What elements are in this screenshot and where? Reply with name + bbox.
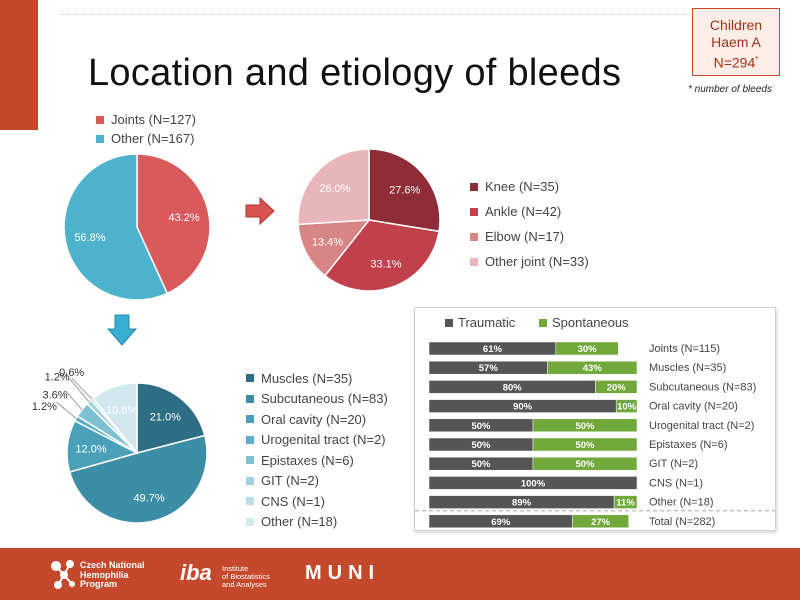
hemophilia-logo-icon <box>50 558 78 590</box>
page-title: Location and etiology of bleeds <box>88 52 622 94</box>
bar-data-label: 50% <box>471 459 491 471</box>
bar-chart-svg <box>415 308 775 530</box>
bar-data-label: 43% <box>582 363 602 375</box>
bar-data-label: 57% <box>478 363 498 375</box>
iba-logo-text <box>222 565 270 589</box>
legend-swatch <box>246 395 254 403</box>
legend-swatch <box>246 456 254 464</box>
pie-chart-joints <box>293 144 445 296</box>
bar-data-label: 80% <box>502 382 522 394</box>
legend-item <box>246 450 388 471</box>
legend-label: Spontaneous <box>552 315 629 330</box>
bar-category-label: GIT (N=2) <box>649 458 699 471</box>
legend-item <box>470 199 589 224</box>
legend-joints <box>470 174 589 274</box>
footer <box>0 548 800 600</box>
legend-label: Other (N=18) <box>261 514 338 530</box>
legend-swatch <box>470 183 478 191</box>
legend-label: Muscles (N=35) <box>261 370 353 386</box>
legend-label: CNS (N=1) <box>261 493 325 509</box>
legend-swatch <box>246 477 254 485</box>
pie-chart-location <box>60 150 215 305</box>
legend-item <box>246 471 388 492</box>
legend-item <box>246 409 388 430</box>
legend-swatch <box>96 116 104 124</box>
cnh-line: Hemophilia <box>80 569 129 580</box>
legend-item <box>96 110 196 129</box>
pie-data-label: 1.2% <box>31 401 57 414</box>
divider <box>60 14 690 15</box>
pie-data-label: 26.0% <box>319 182 351 195</box>
legend-label: GIT (N=2) <box>261 473 319 489</box>
leader-line <box>65 390 82 409</box>
legend-label: Ankle (N=42) <box>485 203 562 219</box>
badge-line3: N=294* <box>713 54 759 71</box>
legend-swatch <box>246 374 254 382</box>
legend-item <box>470 174 589 199</box>
bar-data-label: 50% <box>575 459 595 471</box>
pie-data-label: 12.0% <box>75 443 107 456</box>
legend-swatch <box>246 415 254 423</box>
leader-line <box>72 378 92 399</box>
legend-item <box>470 249 589 274</box>
badge-line2: Haem A <box>711 34 761 50</box>
bar-category-label: Muscles (N=35) <box>649 362 727 375</box>
pie-data-label: 43.2% <box>168 211 200 224</box>
bar-category-label: CNS (N=1) <box>649 477 704 490</box>
legend-item <box>246 389 388 410</box>
legend-item <box>246 512 388 533</box>
iba-line: and Analyses <box>222 580 267 589</box>
legend-swatch <box>246 518 254 526</box>
iba-logo: iba <box>180 560 212 585</box>
bar-data-label: 10% <box>617 401 637 413</box>
legend-item <box>246 430 388 451</box>
bar-category-label: Oral cavity (N=20) <box>649 400 738 413</box>
badge-line1: Children <box>709 17 763 33</box>
bar-data-label: 100% <box>520 478 546 490</box>
pie-data-label: 1.2% <box>44 371 70 384</box>
legend-label: Traumatic <box>458 315 516 330</box>
bar-category-label: Joints (N=115) <box>649 343 721 355</box>
bar-data-label: 50% <box>575 440 595 451</box>
iba-line: Institute <box>222 564 249 573</box>
bar-data-label: 69% <box>491 516 511 528</box>
legend-label: Other joint (N=33) <box>485 253 589 269</box>
legend-label: Urogenital tract (N=2) <box>261 432 386 448</box>
pie-data-label: 13.4% <box>311 236 344 249</box>
bar-category-label: Urogenital tract (N=2) <box>649 419 755 432</box>
legend-swatch <box>246 436 254 444</box>
pie-data-label: 33.1% <box>370 258 402 271</box>
legend-item <box>470 224 589 249</box>
legend-label: Knee (N=35) <box>485 178 560 194</box>
pie-data-label: 56.8% <box>74 232 106 245</box>
legend-item <box>96 129 196 148</box>
bar-category-label: Other (N=18) <box>649 496 714 509</box>
pie-data-label: 27.6% <box>389 184 421 197</box>
bar-data-label: 50% <box>471 440 491 451</box>
legend-swatch <box>96 135 104 143</box>
pie-data-label: 3.6% <box>42 389 68 402</box>
legend-location <box>96 110 196 148</box>
legend-label: Elbow (N=17) <box>485 228 565 244</box>
legend-swatch <box>539 319 547 327</box>
arrow-right-icon <box>244 196 276 226</box>
legend-swatch <box>246 497 254 505</box>
legend-swatch <box>445 319 453 327</box>
iba-line: of Biostatistics <box>222 572 270 581</box>
pie-chart-other <box>14 362 224 532</box>
leader-line <box>56 402 76 418</box>
pie-data-label: 10.8% <box>106 404 138 417</box>
footnote: * number of bleeds <box>688 84 772 95</box>
legend-label: Joints (N=127) <box>111 112 196 127</box>
cnh-line: Program <box>80 579 118 589</box>
bar-category-label: Subcutaneous (N=83) <box>649 381 757 394</box>
legend-label: Oral cavity (N=20) <box>261 411 367 427</box>
bar-data-label: 30% <box>577 344 597 355</box>
legend-swatch <box>470 208 478 216</box>
legend-label: Other (N=167) <box>111 131 195 146</box>
bar-category-label: Total (N=282) <box>649 515 716 528</box>
cohort-badge <box>692 8 780 76</box>
bar-data-label: 89% <box>512 497 532 509</box>
bar-data-label: 50% <box>575 420 595 432</box>
legend-label: Epistaxes (N=6) <box>261 452 354 468</box>
legend-swatch <box>470 233 478 241</box>
legend-swatch <box>470 258 478 266</box>
legend-other <box>246 368 388 532</box>
etiology-bar-chart <box>414 307 776 531</box>
bar-data-label: 27% <box>591 516 611 528</box>
corner-accent <box>0 0 38 130</box>
bar-data-label: 61% <box>482 344 502 355</box>
cnh-logo-text <box>80 561 145 590</box>
legend-item <box>246 368 388 389</box>
pie-data-label: 21.0% <box>149 411 181 424</box>
bar-data-label: 90% <box>513 401 533 413</box>
bar-data-label: 50% <box>471 420 491 432</box>
arrow-down-icon <box>106 313 138 347</box>
cnh-line: Czech National <box>80 560 145 570</box>
bar-data-label: 20% <box>606 382 626 394</box>
bar-category-label: Epistaxes (N=6) <box>649 439 728 451</box>
legend-item <box>246 491 388 512</box>
bar-data-label: 11% <box>616 497 635 509</box>
pie-data-label: 0.6% <box>59 367 85 380</box>
legend-label: Subcutaneous (N=83) <box>261 391 388 407</box>
pie-data-label: 49.7% <box>133 492 165 505</box>
muni-logo: MUNI <box>305 562 381 584</box>
